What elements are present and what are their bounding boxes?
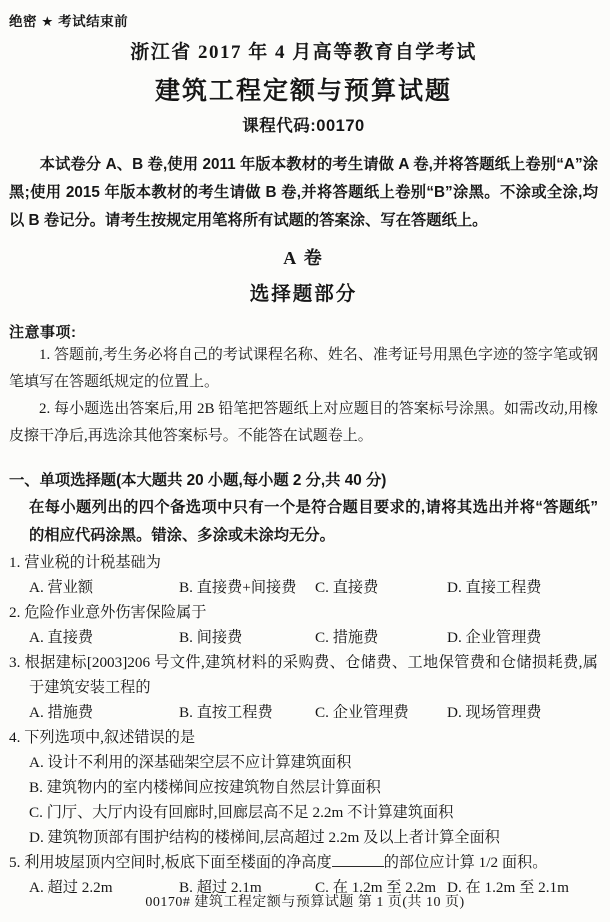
question-2-stem: 2. 危险作业意外伤害保险属于 (9, 604, 207, 621)
option-c: C. 企业管理费 (315, 704, 409, 721)
option-a: A. 营业额 (29, 579, 94, 596)
note-item-2: 2. 每小题选出答案后,用 2B 铅笔把答题纸上对应题目的答案标号涂黑。如需改动,用橡皮擦干净后,再选涂其他答案标号。不能答在试题卷上。 (9, 401, 598, 444)
option-b: B. 超过 2.1m (179, 879, 262, 896)
paper-title: 建筑工程定额与预算试题 (154, 77, 452, 105)
option-b: B. 直接费+间接费 (179, 579, 297, 596)
answer-blank (332, 854, 384, 867)
option-c: C. 在 1.2m 至 2.2m (315, 879, 437, 896)
option-d: D. 在 1.2m 至 2.1m (447, 879, 569, 896)
question-1-options (9, 575, 598, 600)
question-5-stem-suffix: 的部位应计算 1/2 面积。 (383, 854, 548, 871)
question-3-options (9, 700, 598, 725)
course-code: 课程代码:00170 (242, 117, 365, 135)
section-one-instruction: 在每小题列出的四个备选项中只有一个是符合题目要求的,请将其选出并将“答题纸”的相应代码涂黑。错涂、多涂或未涂均无分。 (29, 499, 598, 544)
notes-heading: 注意事项: (9, 324, 77, 341)
question-4-options (9, 750, 598, 850)
option-c: C. 直接费 (315, 579, 379, 596)
option-b: B. 直按工程费 (179, 704, 273, 721)
question-3-stem: 3. 根据建标[2003]206 号文件,建筑材料的采购费、仓储费、工地保管费和仓储损耗费,属于建筑安装工程的 (9, 654, 598, 696)
option-b: B. 建筑物内的室内楼梯间应按建筑物自然层计算面积 (29, 779, 381, 796)
question-5-stem-prefix: 5. 利用坡屋顶内空间时,板底下面至楼面的净高度 (9, 854, 332, 871)
exam-version-notice: 本试卷分 A、B 卷,使用 2011 年版本教材的考生请做 A 卷,并将答题纸上卷别“A”涂黑;使用 2015 年版本教材的考生请做 B 卷,并将答题纸上卷别“B”涂黑。不涂或全涂,均以 B 卷记分。请考生按规定用笔将所有试题的答案涂、写在答题纸上。 (9, 156, 598, 229)
exam-session-title: 浙江省 2017 年 4 月高等教育自学考试 (130, 42, 477, 63)
option-a: A. 设计不利用的深基础架空层不应计算建筑面积 (29, 754, 352, 771)
option-d: D. 建筑物顶部有围护结构的楼梯间,层高超过 2.2m 及以上者计算全面积 (29, 829, 500, 846)
security-classification: 绝密 ★ 考试结束前 (9, 14, 129, 29)
choice-section-heading: 选择题部分 (249, 283, 358, 305)
option-a: A. 措施费 (29, 704, 94, 721)
volume-a-heading: A 卷 (283, 248, 324, 268)
option-a: A. 超过 2.2m (29, 879, 113, 896)
note-item-1: 1. 答题前,考生务必将自己的考试课程名称、姓名、准考证号用黑色字迹的签字笔或钢笔填写在答题纸规定的位置上。 (9, 347, 598, 390)
page-footer: 00170# 建筑工程定额与预算试题 第 1 页(共 10 页) (145, 895, 465, 910)
option-b: B. 间接费 (179, 629, 243, 646)
question-4-stem: 4. 下列选项中,叙述错误的是 (9, 729, 196, 746)
option-d: D. 直接工程费 (447, 579, 542, 596)
option-c: C. 门厅、大厅内设有回廊时,回廊层高不足 2.2m 不计算建筑面积 (29, 804, 454, 821)
option-d: D. 现场管理费 (447, 704, 542, 721)
question-2-options (9, 625, 598, 650)
section-one-heading: 一、单项选择题(本大题共 20 小题,每小题 2 分,共 40 分) (9, 472, 387, 489)
question-5-stem (9, 850, 598, 875)
option-a: A. 直接费 (29, 629, 94, 646)
option-c: C. 措施费 (315, 629, 379, 646)
option-d: D. 企业管理费 (447, 629, 542, 646)
question-1-stem: 1. 营业税的计税基础为 (9, 554, 161, 571)
